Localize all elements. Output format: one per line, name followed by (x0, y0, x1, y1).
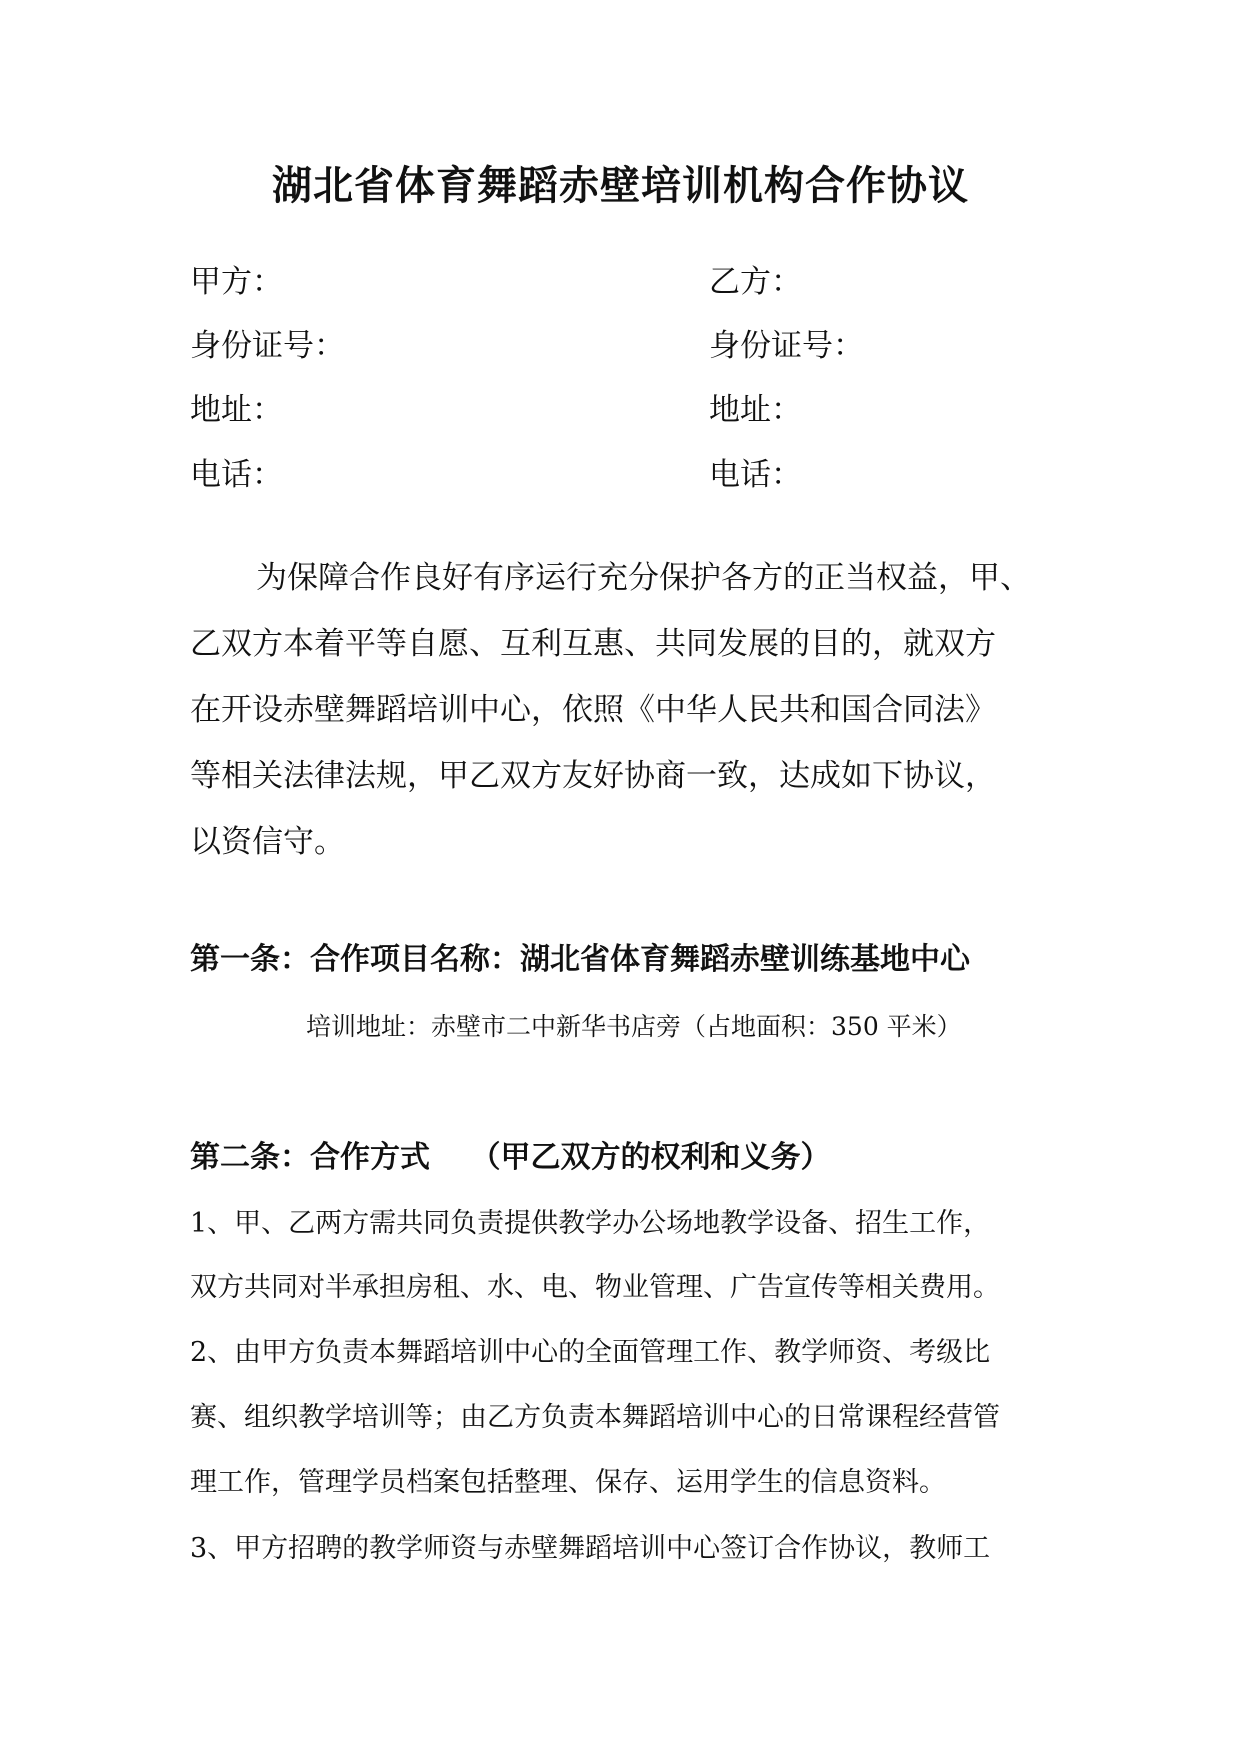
article-2-line: 1、甲、乙两方需共同负责提供教学办公场地教学设备、招生工作， (190, 1208, 991, 1239)
party-a-phone-label: 电话： (190, 457, 283, 493)
article-2-line: 双方共同对半承担房租、水、电、物业管理、广告宣传等相关费用。 (190, 1272, 1000, 1303)
party-b-name-label: 乙方： (709, 264, 802, 300)
article-2-line: 赛、组织教学培训等；由乙方负责本舞蹈培训中心的日常课程经营管 (190, 1402, 1000, 1433)
article-2-heading: 第二条：合作方式 （甲乙双方的权利和义务） (190, 1140, 831, 1175)
intro-line: 在开设赤壁舞蹈培训中心，依照《中华人民共和国合同法》 (190, 692, 996, 728)
party-a-id-label: 身份证号： (190, 328, 345, 364)
intro-line: 以资信守。 (190, 824, 345, 860)
article-1-heading: 第一条：合作项目名称：湖北省体育舞蹈赤壁训练基地中心 (190, 942, 970, 977)
article-1-address: 培训地址：赤壁市二中新华书店旁（占地面积：350 平米） (306, 1012, 962, 1041)
party-a-name-label: 甲方： (190, 264, 283, 300)
intro-line: 为保障合作良好有序运行充分保护各方的正当权益，甲、 (256, 560, 1031, 596)
party-b-phone-label: 电话： (709, 457, 802, 493)
party-a-address-label: 地址： (190, 392, 283, 428)
article-2-line: 理工作，管理学员档案包括整理、保存、运用学生的信息资料。 (190, 1467, 946, 1498)
intro-paragraph (190, 545, 1060, 875)
intro-line: 等相关法律法规，甲乙双方友好协商一致，达成如下协议， (190, 758, 996, 794)
document-title: 湖北省体育舞蹈赤壁培训机构合作协议 (272, 163, 969, 209)
party-b-address-label: 地址： (709, 392, 802, 428)
article-2-line: 3、甲方招聘的教学师资与赤壁舞蹈培训中心签订合作协议，教师工 (190, 1533, 991, 1564)
party-b-id-label: 身份证号： (709, 328, 864, 364)
article-2-line: 2、由甲方负责本舞蹈培训中心的全面管理工作、教学师资、考级比 (190, 1337, 991, 1368)
intro-line: 乙双方本着平等自愿、互利互惠、共同发展的目的，就双方 (190, 626, 996, 662)
